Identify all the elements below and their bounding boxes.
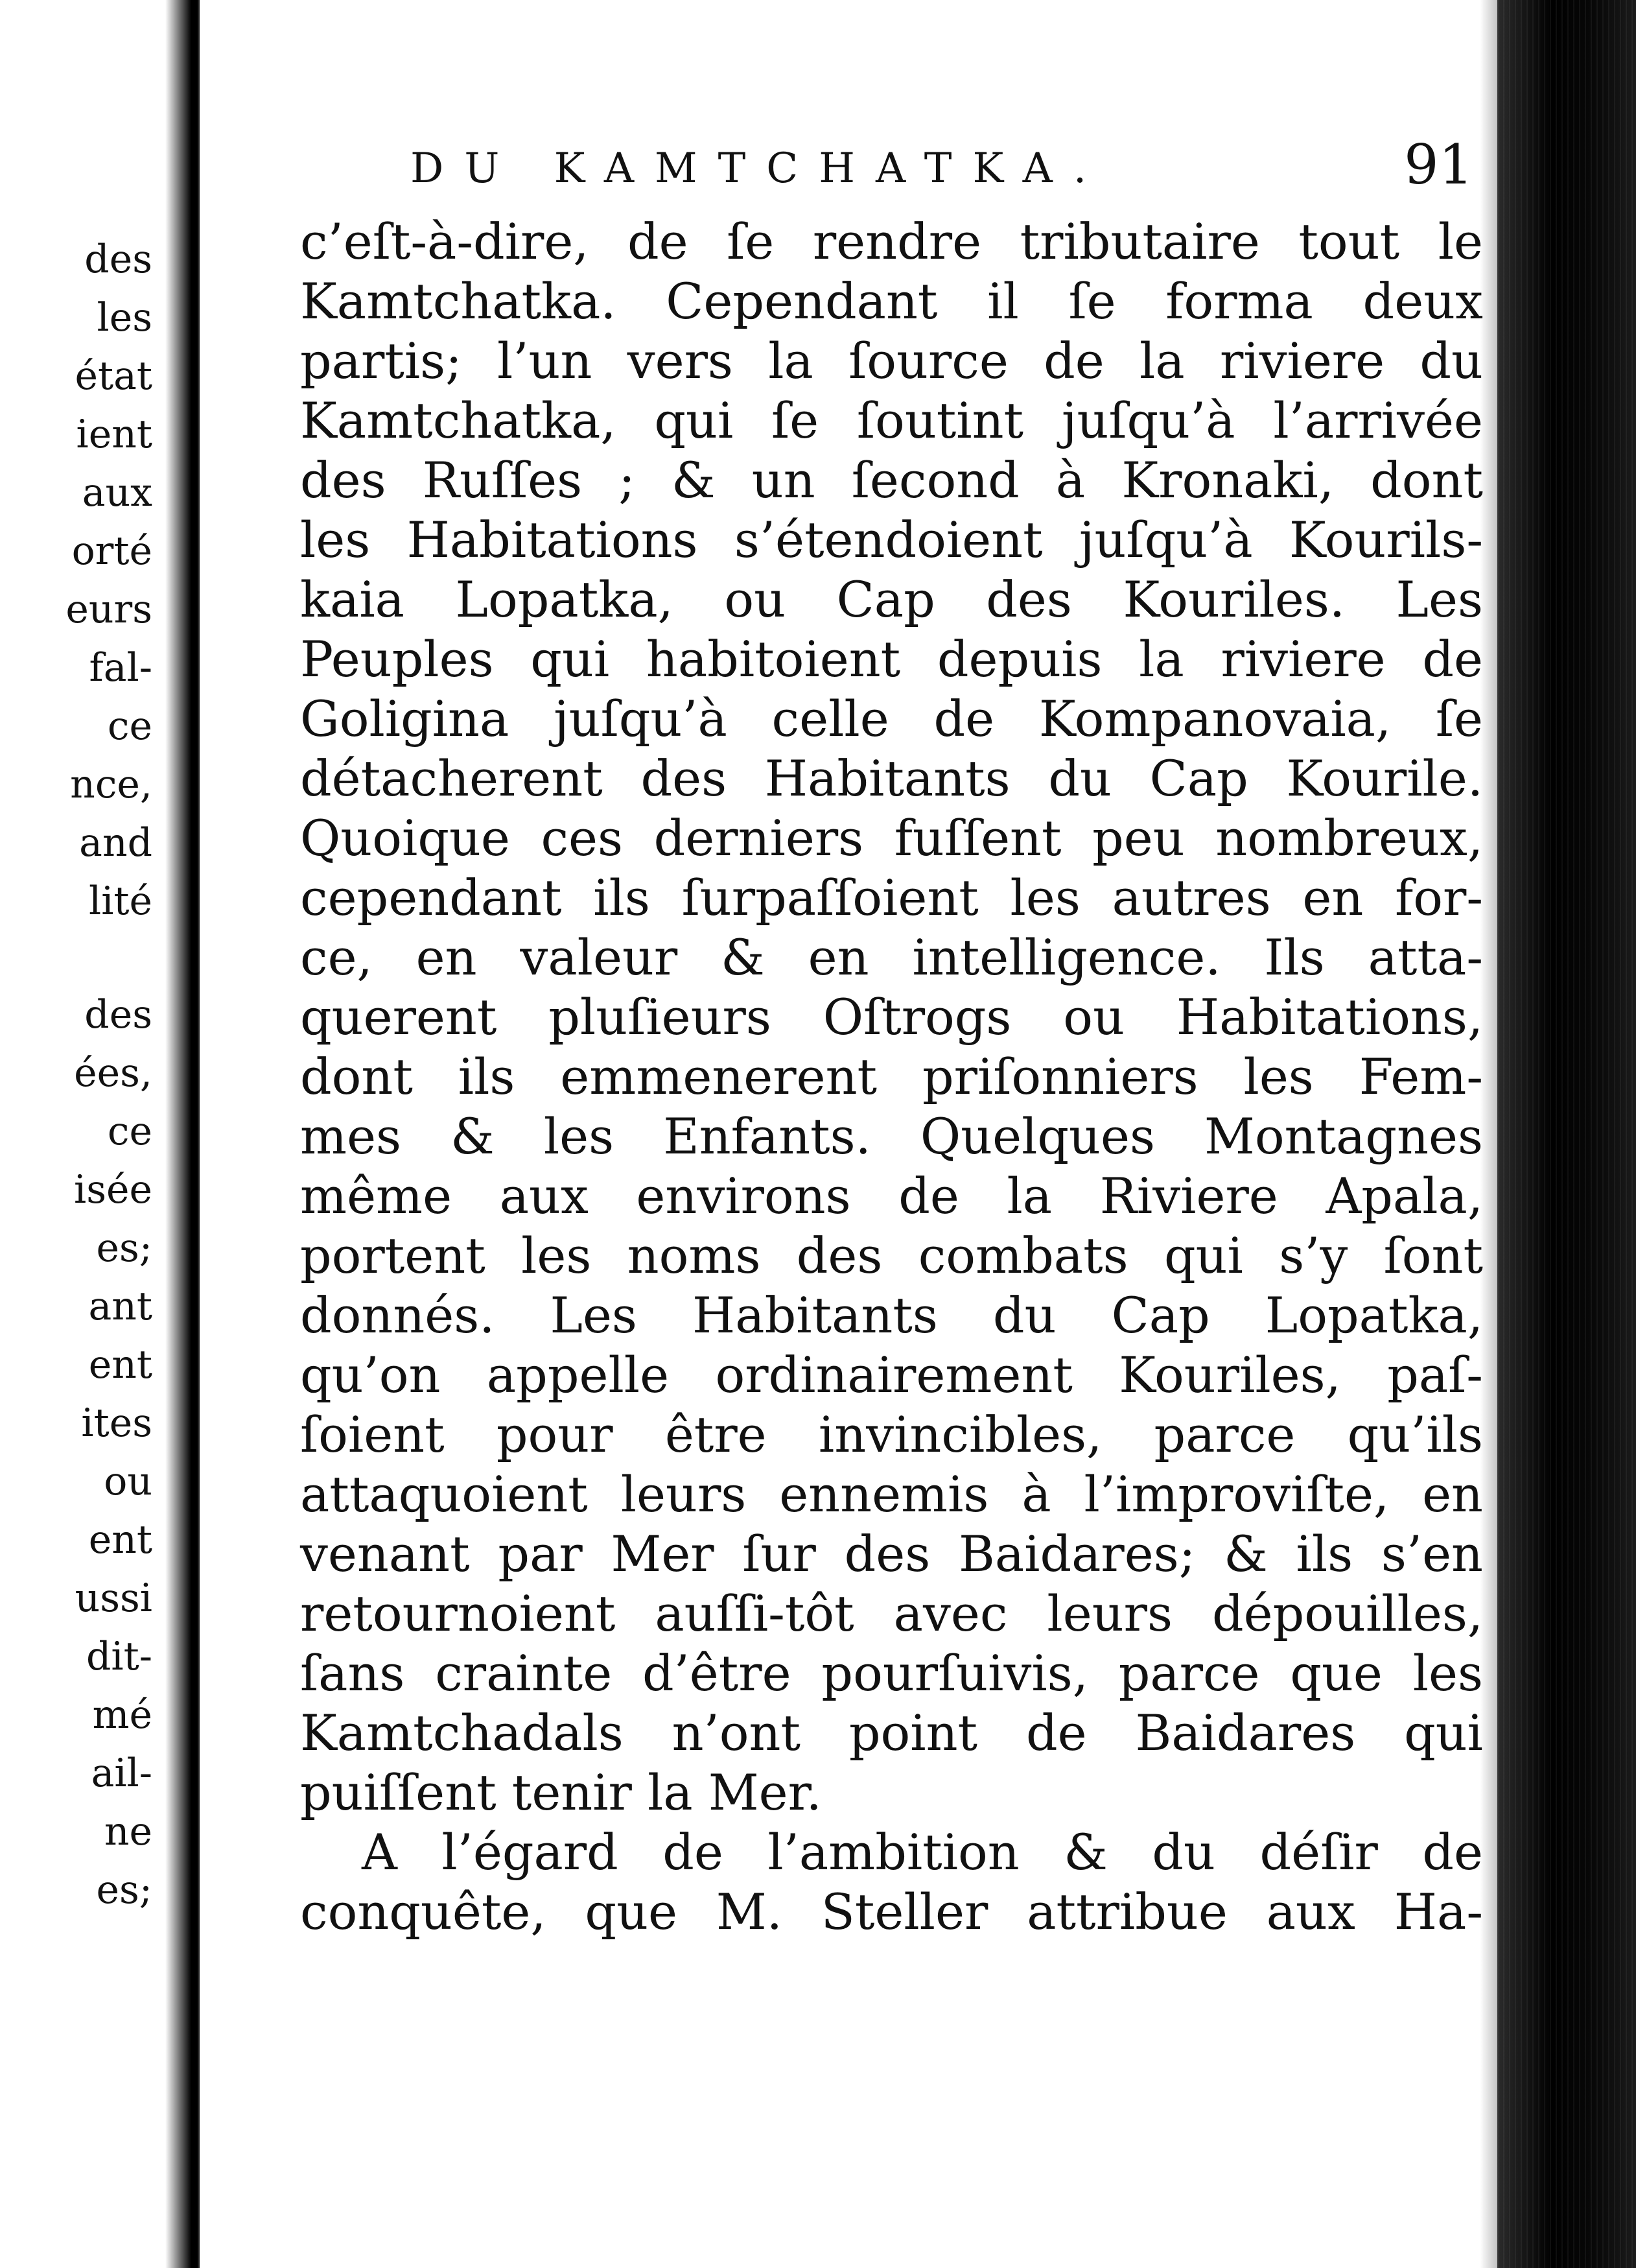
- text-line: A l’égard de l’ambition & du déſir de: [362, 1823, 1483, 1881]
- left-page-fragment: and: [79, 820, 152, 866]
- text-line: des Ruſſes ; & un ſecond à Kronaki, dont: [300, 451, 1483, 509]
- main-page: [198, 0, 1499, 2268]
- text-line: dont ils emmenerent priſonniers les Fem-: [300, 1048, 1483, 1105]
- left-page-fragment: des: [84, 992, 152, 1037]
- running-header: [410, 133, 1473, 204]
- left-page-fragment: ent: [88, 1517, 152, 1563]
- page-stack-texture: [1497, 0, 1636, 2268]
- text-line: Kamtchatka, qui ſe ſoutint juſqu’à l’arrivée: [300, 392, 1483, 449]
- text-line: Kamtchadals n’ont point de Baidares qui: [300, 1704, 1483, 1762]
- text-line: Goligina juſqu’à celle de Kompanovaia, ſe: [300, 690, 1483, 748]
- text-line: Kamtchatka. Cependant il ſe forma deux: [300, 272, 1483, 330]
- left-page-fragment: es;: [96, 1867, 152, 1913]
- left-page-fragment: ce: [107, 1109, 152, 1154]
- left-page-fragment: ant: [88, 1284, 152, 1329]
- left-page-fragment: orté: [71, 528, 152, 574]
- left-page-fragment: isée: [74, 1167, 152, 1212]
- text-line: détacherent des Habitants du Cap Kourile.: [300, 750, 1483, 807]
- text-line: Quoique ces derniers fuſſent peu nombreux,: [300, 809, 1483, 867]
- left-page-fragment: aux: [82, 470, 152, 515]
- left-page-fragment: lité: [89, 879, 152, 924]
- left-page-fragment: ail-: [91, 1751, 152, 1796]
- text-line: querent pluſieurs Oſtrogs ou Habitations,: [300, 988, 1483, 1046]
- text-line: mes & les Enfants. Quelques Montagnes: [300, 1107, 1483, 1165]
- text-line: les Habitations s’étendoient juſqu’à Kourils-: [300, 511, 1483, 569]
- left-page-fragment: ussi: [75, 1576, 152, 1621]
- left-page-fragment: ites: [81, 1400, 152, 1446]
- text-line: portent les noms des combats qui s’y ſont: [300, 1227, 1483, 1284]
- left-page-fragment: des: [84, 237, 152, 282]
- running-title: DU KAMTCHATKA.: [410, 145, 1108, 193]
- page-number: 91: [1404, 133, 1473, 196]
- left-page-fragment: ées,: [74, 1050, 152, 1096]
- text-line: ce, en valeur & en intelligence. Ils atta-: [300, 928, 1483, 986]
- text-line: ſans crainte d’être pourſuivis, parce que les: [300, 1644, 1483, 1702]
- left-page-fragment: es;: [96, 1225, 152, 1271]
- book-page-stack-edge: [1497, 0, 1636, 2268]
- left-page-fragment: mé: [92, 1692, 152, 1738]
- left-page-gutter-shadow: [165, 0, 191, 2268]
- text-line: puiſſent tenir la Mer.: [300, 1764, 822, 1821]
- text-line: c’eſt-à-dire, de ſe rendre tributaire tout le: [300, 213, 1483, 270]
- left-page-fragment: ou: [104, 1459, 152, 1504]
- left-page-fragment: ne: [104, 1809, 152, 1854]
- left-page-fragment: eurs: [65, 587, 152, 632]
- text-line: retournoient auſſi-tôt avec leurs dépouilles,: [300, 1585, 1483, 1642]
- left-page-fragment: ient: [76, 412, 152, 457]
- left-page-fragment: fal-: [89, 645, 152, 691]
- text-line: donnés. Les Habitants du Cap Lopatka,: [300, 1286, 1483, 1344]
- left-page-fragment: les: [97, 295, 152, 340]
- left-facing-page: [0, 0, 191, 2268]
- left-page-fragment: ce: [107, 703, 152, 749]
- text-line: conquête, que M. Steller attribue aux Ha-: [300, 1883, 1483, 1941]
- text-line: attaquoient leurs ennemis à l’improviſte, en: [300, 1465, 1483, 1523]
- text-line: cependant ils ſurpaſſoient les autres en for-: [300, 869, 1483, 927]
- left-page-fragment: dit-: [86, 1634, 152, 1679]
- text-line: même aux environs de la Riviere Apala,: [300, 1167, 1483, 1225]
- text-line: kaia Lopatka, ou Cap des Kouriles. Les: [300, 571, 1483, 628]
- text-line: ſoient pour être invincibles, parce qu’ils: [300, 1406, 1483, 1463]
- text-line: partis; l’un vers la ſource de la riviere du: [300, 332, 1483, 390]
- text-line: venant par Mer ſur des Baidares; & ils s’en: [300, 1525, 1483, 1583]
- text-line: Peuples qui habitoient depuis la riviere de: [300, 630, 1483, 688]
- left-page-fragment: ent: [88, 1342, 152, 1388]
- text-line: qu’on appelle ordinairement Kouriles, paſ-: [300, 1346, 1483, 1404]
- left-page-fragment: nce,: [70, 762, 152, 807]
- left-page-fragment: état: [75, 353, 152, 399]
- book-gutter: [191, 0, 198, 2268]
